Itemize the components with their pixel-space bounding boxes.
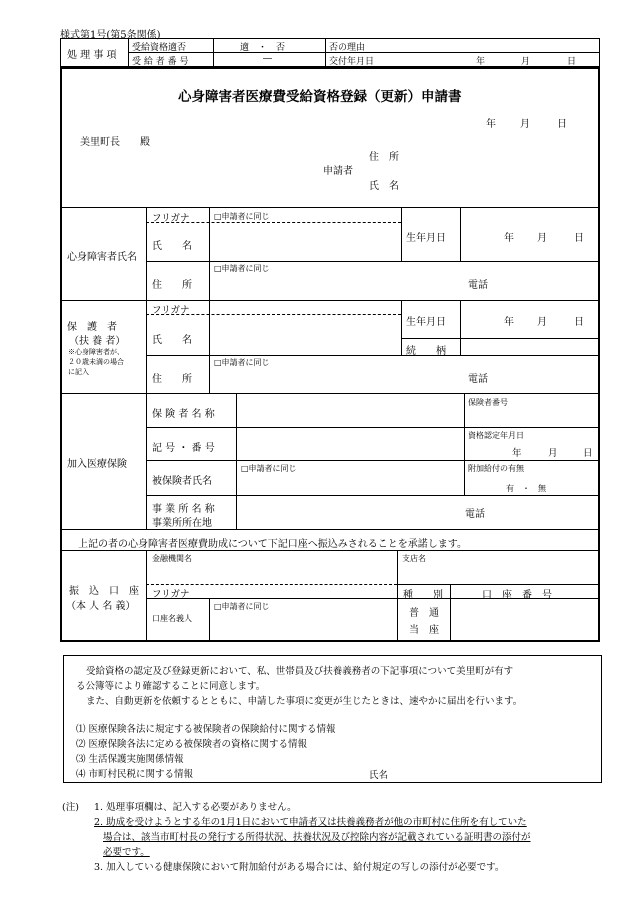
insured-name-label: 被保険者氏名 [152, 476, 212, 487]
guardian-note-2: ２０歳未満の場合 [68, 358, 124, 366]
guardian-address-same-checkbox[interactable]: □申請者に同じ [214, 358, 270, 367]
note-2-line-2: 場合は、該当市町村長の発行する所得状況、扶養状況及び控除内容が記載されている証明書の添付が [103, 832, 531, 843]
account-type-ordinary[interactable]: 普 通 [409, 608, 439, 619]
person-birth-day: 日 [574, 233, 584, 244]
form-number: 様式第1号(第5条関係) [60, 30, 161, 41]
applicant-name-label: 氏 名 [369, 181, 399, 192]
recipient-no-value: ― [263, 54, 272, 64]
account-holder-label: 口座名義人 [152, 614, 192, 623]
person-address-same-checkbox[interactable]: □申請者に同じ [214, 264, 270, 273]
person-birth-year: 年 [504, 233, 514, 244]
guardian-phone-label: 電話 [468, 374, 488, 385]
guardian-birth-month: 月 [537, 317, 547, 328]
addressee: 美里町長 殿 [80, 137, 150, 148]
agreement-item-3: ⑶ 生活保護実施関係情報 [76, 754, 184, 765]
guardian-birth-year: 年 [504, 317, 514, 328]
notes-prefix: (注) [62, 802, 79, 813]
guardian-note-1: ※心身障害者が、 [68, 348, 124, 356]
person-furigana-label: フリガナ [152, 213, 190, 224]
person-birth-month: 月 [537, 233, 547, 244]
symbol-no-label: 記 号 ・ 番 号 [152, 443, 215, 454]
reason-label: 否の理由 [329, 43, 366, 53]
date-day: 日 [557, 119, 567, 130]
guardian-name-label: 氏 名 [152, 335, 192, 346]
issue-year: 年 [476, 57, 486, 67]
cert-month: 月 [548, 448, 558, 459]
eligibility-value: 適 ・ 否 [240, 43, 286, 53]
cert-day: 日 [583, 448, 593, 459]
office-phone-label: 電話 [465, 509, 485, 520]
insurer-no-label: 保険者番号 [468, 398, 508, 407]
note-1: 1. 処理事項欄は、記入する必要がありません。 [94, 802, 297, 813]
office-name-label: 事 業 所 名 称 [152, 504, 215, 515]
holder-same-checkbox[interactable]: □申請者に同じ [214, 602, 270, 611]
cert-year: 年 [512, 448, 522, 459]
insurer-name-label: 保 険 者 名 称 [152, 409, 215, 420]
issue-day: 日 [567, 57, 577, 67]
date-year: 年 [486, 119, 496, 130]
consent-line: 上記の者の心身障害者医療費助成について下記口座へ振込みされることを承諾します。 [78, 539, 467, 550]
person-furigana-same-checkbox[interactable]: □申請者に同じ [214, 212, 270, 221]
issue-month: 月 [521, 57, 531, 67]
guardian-relation-label: 続 柄 [406, 346, 446, 357]
bank-institution-label: 金融機関名 [152, 554, 192, 563]
account-no-label: 口 座 番 号 [482, 590, 552, 601]
note-2-line-1: 2. 助成を受けようとする年の1月1日において申請者又は扶養義務者が他の市町村に住所を有していた [94, 817, 527, 828]
agreement-item-2: ⑵ 医療保険各法に定める被保険者の資格に関する情報 [76, 739, 308, 750]
person-address-label: 住 所 [152, 280, 192, 291]
account-type-label: 種 別 [403, 590, 443, 601]
bank-label-1: 振 込 口 座 [69, 586, 139, 597]
guardian-birth-day: 日 [574, 317, 584, 328]
person-section-label: 心身障害者氏名 [67, 252, 137, 263]
recipient-no-label: 受 給 者 番 号 [132, 57, 189, 67]
guardian-furigana-label: フリガナ [152, 305, 190, 316]
insurance-section-label: 加入医療保険 [67, 459, 127, 470]
agreement-item-4: ⑷ 市町村民税に関する情報 [76, 769, 194, 780]
account-type-current[interactable]: 当 座 [409, 625, 439, 636]
office-address-label: 事業所所在地 [152, 518, 212, 529]
insured-same-checkbox[interactable]: □申請者に同じ [241, 464, 297, 473]
bank-furigana-label: フリガナ [152, 589, 190, 600]
agreement-para2: また、自動更新を依頼するとともに、申請した事項に変更が生じたときは、速やかに届出を行います。 [86, 696, 523, 707]
guardian-label-2: （扶 養 者） [69, 336, 126, 347]
agreement-item-1: ⑴ 医療保険各法に規定する被保険者の保険給付に関する情報 [76, 724, 336, 735]
note-2-line-3: 必要です。 [103, 847, 150, 858]
issue-date-label: 交付年月日 [329, 57, 375, 67]
note-3: 3. 加入している健康保険において附加給付がある場合には、給付規定の写しの添付が必要です。 [94, 862, 505, 873]
applicant-label: 申請者 [323, 166, 353, 177]
eligibility-label: 受給資格適否 [132, 43, 187, 53]
guardian-address-label: 住 所 [152, 374, 192, 385]
person-phone-label: 電話 [468, 280, 488, 291]
agreement-para1-line1: 受給資格の認定及び登録更新において、私、世帯員及び扶養義務者の下記事項について美里町が有す [86, 666, 514, 677]
additional-benefit-value: 有 ・ 無 [506, 484, 546, 493]
date-month: 月 [520, 119, 530, 130]
bank-label-2: （本 人 名 義） [66, 601, 136, 612]
agreement-para1-line2: る公簿等により確認することに同意します。 [76, 681, 266, 692]
cert-date-label: 資格認定年月日 [468, 431, 524, 440]
person-birth-label: 生年月日 [406, 233, 446, 244]
person-name-label: 氏 名 [152, 241, 192, 252]
additional-benefit-label: 附加給付の有無 [468, 464, 524, 473]
bank-branch-label: 支店名 [402, 554, 426, 563]
form-title: 心身障害者医療費受給資格登録（更新）申請書 [178, 89, 462, 105]
signature-label: 氏名 [369, 770, 389, 781]
guardian-note-3: に記入 [68, 368, 89, 376]
processing-label: 処 理 事 項 [67, 50, 117, 61]
applicant-address-label: 住 所 [369, 152, 399, 163]
guardian-birth-label: 生年月日 [406, 317, 446, 328]
guardian-label-1: 保 護 者 [67, 322, 117, 333]
